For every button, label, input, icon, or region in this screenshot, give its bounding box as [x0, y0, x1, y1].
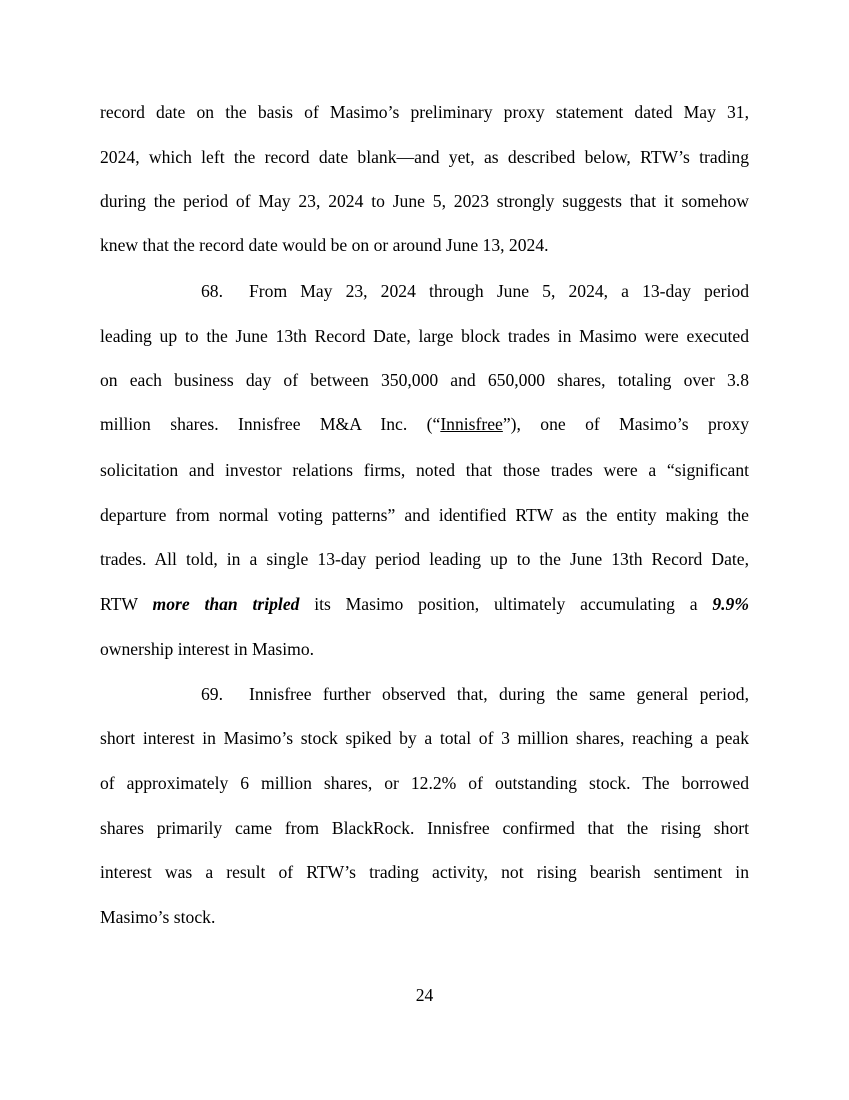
- text-line: [100, 413, 749, 435]
- emphasis-text: more than tripled: [152, 594, 300, 614]
- text-line: knew that the record date would be on or around June 13, 2024.: [100, 235, 549, 255]
- text-line: short interest in Masimo’s stock spiked by a total of 3 million shares, reaching a peak: [100, 728, 749, 748]
- text-line: shares primarily came from BlackRock. Innisfree confirmed that the rising short: [100, 818, 749, 838]
- paragraph-number: 69.: [201, 684, 223, 704]
- text-line: solicitation and investor relations firms, noted that those trades were a “significant: [100, 460, 749, 480]
- defined-term: Innisfree: [440, 414, 503, 434]
- text-span: million shares. Innisfree M&A Inc. (“: [100, 414, 441, 434]
- text-line: [100, 593, 749, 615]
- emphasis-percent: 9.9%: [712, 594, 749, 614]
- paragraph-number: 68.: [201, 281, 223, 301]
- text-line: 2024, which left the record date blank—and yet, as described below, RTW’s trading: [100, 147, 749, 167]
- text-line: trades. All told, in a single 13-day period leading up to the June 13th Record Date,: [100, 549, 749, 569]
- text-line: of approximately 6 million shares, or 12.2% of outstanding stock. The borrowed: [100, 773, 749, 793]
- text-line: interest was a result of RTW’s trading activity, not rising bearish sentiment in: [100, 862, 749, 882]
- text-span: RTW: [100, 594, 153, 614]
- paragraph-69-first-line: [201, 683, 749, 705]
- text-span: From May 23, 2024 through June 5, 2024, a 13-day period: [249, 281, 749, 301]
- text-span: Innisfree further observed that, during the same general period,: [249, 684, 749, 704]
- text-span: its Masimo position, ultimately accumulating a: [299, 594, 713, 614]
- paragraph-68-first-line: [201, 280, 749, 302]
- text-line: departure from normal voting patterns” and identified RTW as the entity making the: [100, 505, 749, 525]
- text-line: ownership interest in Masimo.: [100, 639, 315, 659]
- text-span: ”), one of Masimo’s proxy: [502, 414, 750, 434]
- text-line: record date on the basis of Masimo’s preliminary proxy statement dated May 31,: [100, 102, 749, 122]
- text-line: Masimo’s stock.: [100, 907, 216, 927]
- text-line: leading up to the June 13th Record Date, large block trades in Masimo were executed: [100, 326, 749, 346]
- text-line: during the period of May 23, 2024 to June 5, 2023 strongly suggests that it somehow: [100, 191, 749, 211]
- page-number: 24: [415, 985, 434, 1005]
- text-line: on each business day of between 350,000 and 650,000 shares, totaling over 3.8: [100, 370, 749, 390]
